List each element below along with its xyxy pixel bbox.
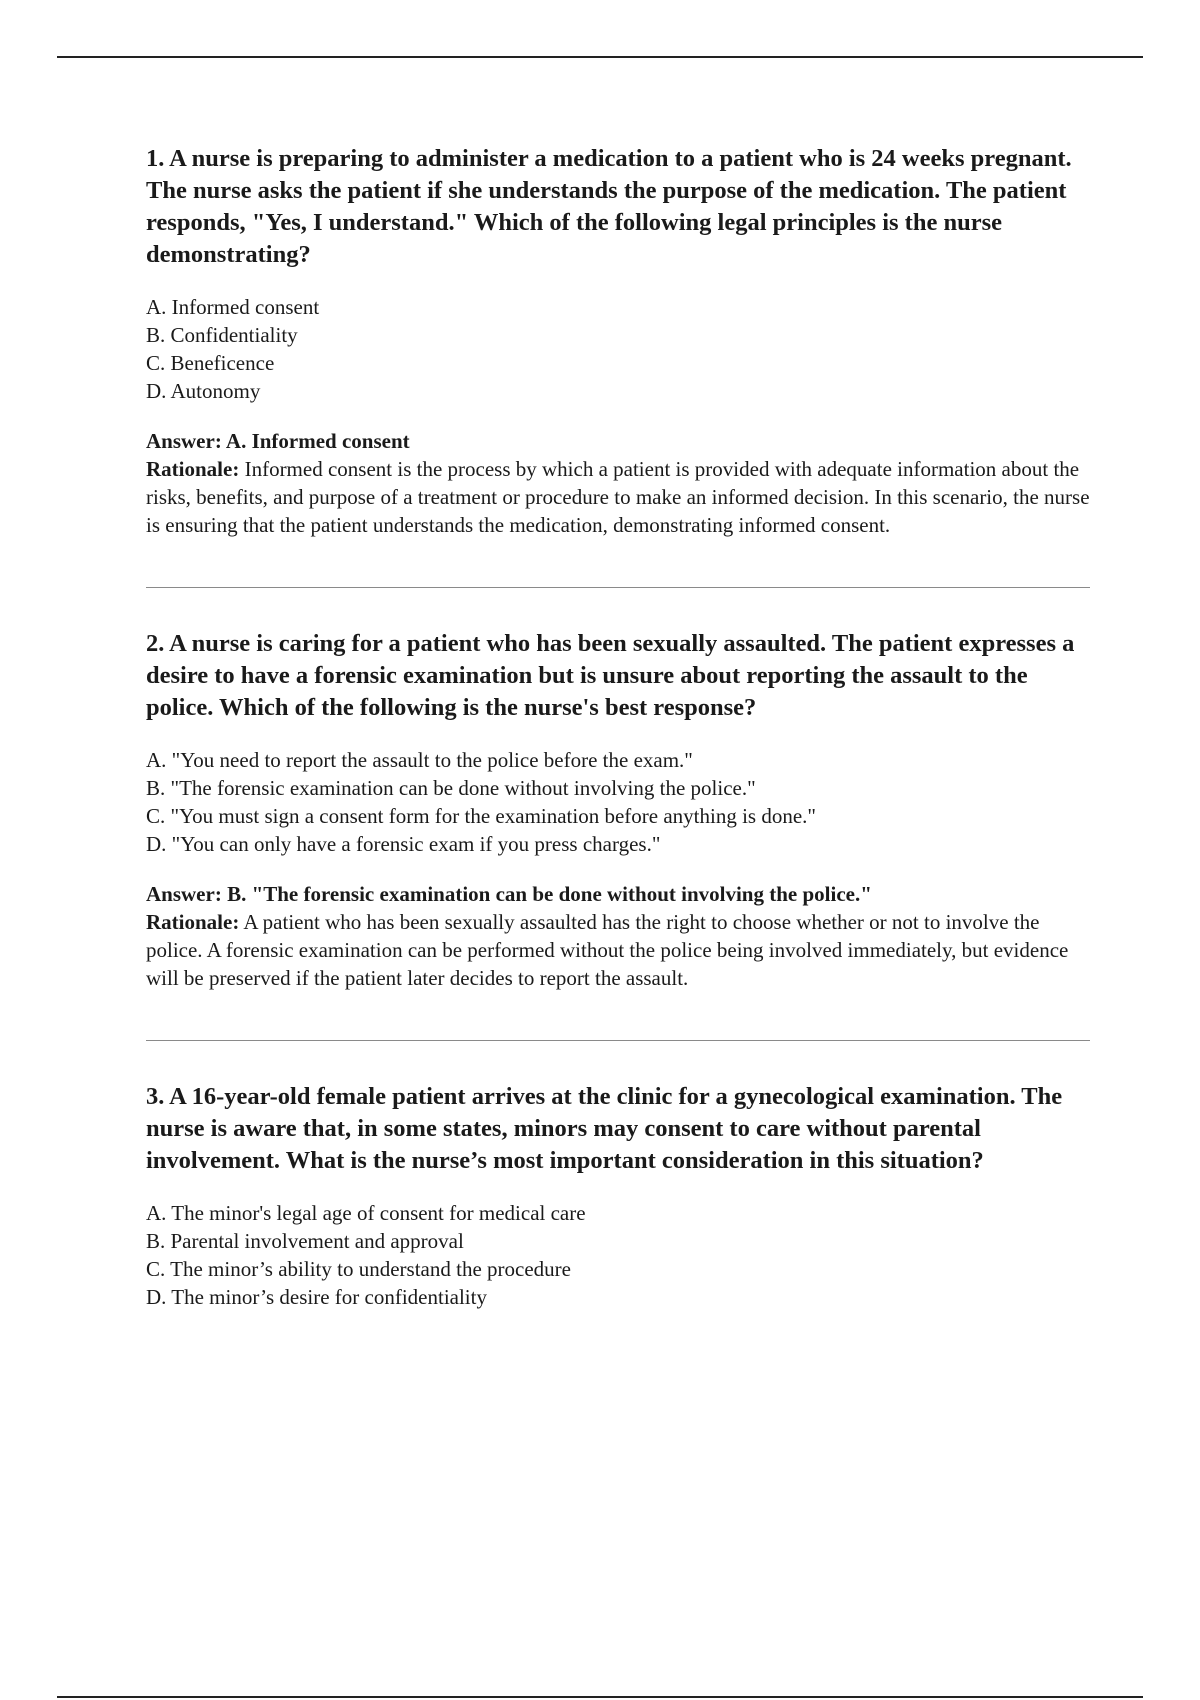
rationale-label: Rationale: [146,910,240,934]
question-3-text: 3. A 16-year-old female patient arrives at the clinic for a gynecological examination. The nurse is aware that, in some states, minors may consent to care without parental involvement. What is the nurse’s most important consideration in this situation? [146,1083,1063,1174]
rationale-label: Rationale: [146,457,240,481]
question-1-rationale [146,455,1096,539]
question-2-rationale-text: A patient who has been sexually assaulted has the right to choose whether or not to involve the police. A forensic examination can be performed without the police being involved immediately, but evidence will be preserved if the patient later decides to report the assault. [146,910,1069,990]
document-body [146,143,1096,1311]
question-1 [146,143,1096,539]
question-1-option-d: D. Autonomy [146,379,261,403]
page-top-rule [57,56,1143,58]
question-3 [146,1081,1096,1311]
question-2-rationale [146,908,1096,992]
question-divider [146,587,1090,588]
question-3-option-b: B. Parental involvement and approval [146,1229,464,1253]
question-1-rationale-text: Informed consent is the process by which a patient is provided with adequate information about the risks, benefits, and purpose of a treatment or procedure to make an informed decision. In this scenario, the nurse is ensuring that the patient understands the medication, demonstrating informed consent. [146,457,1090,537]
question-divider [146,1040,1090,1041]
question-1-answer: Answer: A. Informed consent [146,429,410,453]
question-3-option-d: D. The minor’s desire for confidentiality [146,1285,487,1309]
question-3-options [146,1199,1096,1311]
question-2-option-b: B. "The forensic examination can be done without involving the police." [146,776,756,800]
question-2-answer: Answer: B. "The forensic examination can be done without involving the police." [146,882,872,906]
question-2 [146,628,1096,992]
question-3-option-a: A. The minor's legal age of consent for medical care [146,1201,586,1225]
question-1-option-c: C. Beneficence [146,351,275,375]
question-1-options [146,293,1096,405]
question-2-options [146,746,1096,858]
question-2-option-c: C. "You must sign a consent form for the examination before anything is done." [146,804,816,828]
question-1-option-b: B. Confidentiality [146,323,298,347]
question-2-option-d: D. "You can only have a forensic exam if you press charges." [146,832,661,856]
question-1-option-a: A. Informed consent [146,295,320,319]
question-3-option-c: C. The minor’s ability to understand the procedure [146,1257,571,1281]
question-2-text: 2. A nurse is caring for a patient who has been sexually assaulted. The patient expresses a desire to have a forensic examination but is unsure about reporting the assault to the police. Which of the following is the nurse's best response? [146,630,1075,721]
question-2-option-a: A. "You need to report the assault to the police before the exam." [146,748,693,772]
question-1-answer-block [146,427,1096,539]
page-bottom-rule [57,1696,1143,1698]
question-1-text: 1. A nurse is preparing to administer a medication to a patient who is 24 weeks pregnant. The nurse asks the patient if she understands the purpose of the medication. The patient responds, "Yes, I understand." Which of the following legal principles is the nurse demonstrating? [146,145,1072,268]
question-2-answer-block [146,880,1096,992]
